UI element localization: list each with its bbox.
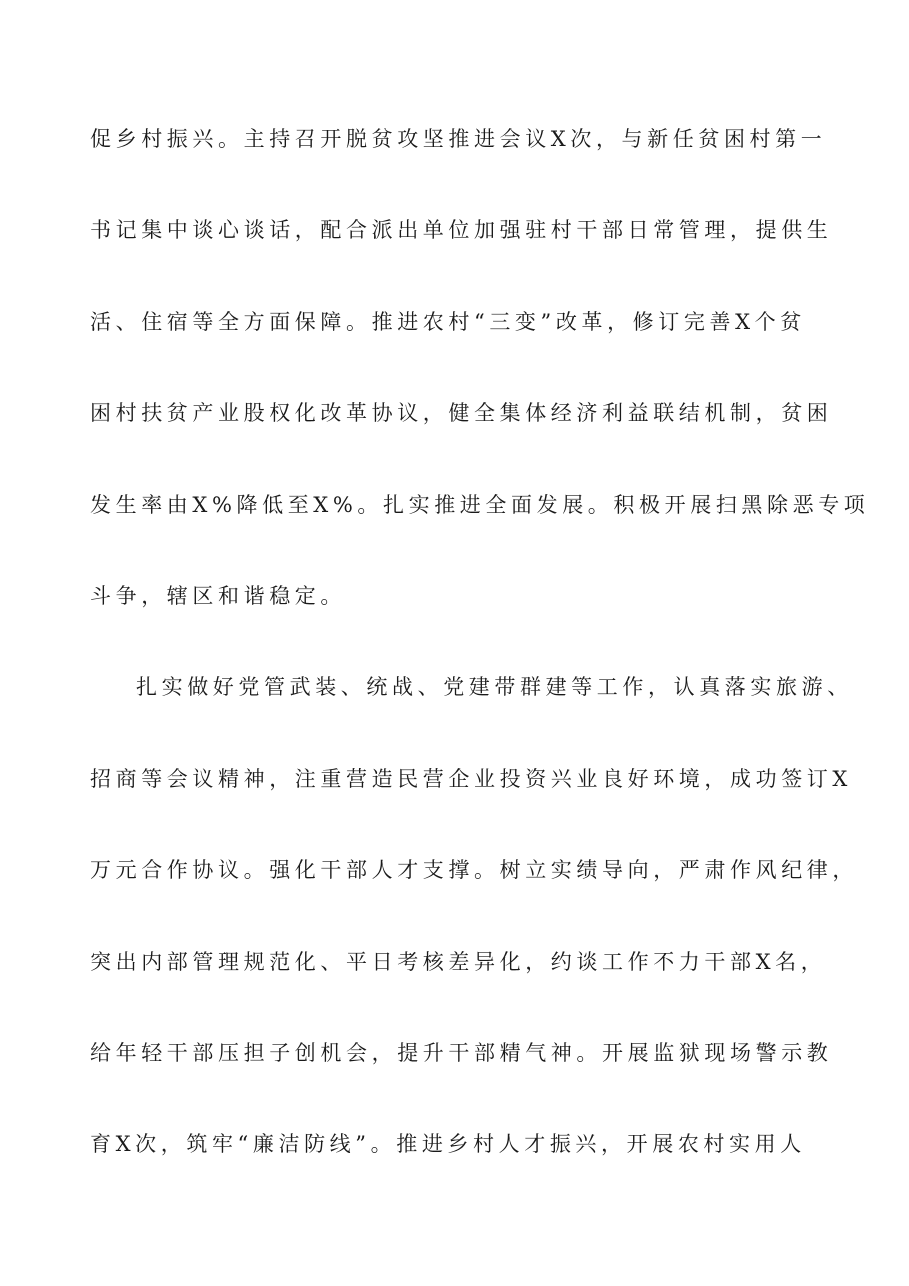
text-line: 育X次，筑牢“廉洁防线”。推进乡村人才振兴，开展农村实用人 [90, 1132, 806, 1157]
text-line: 发生率由X%降低至X%。扎实推进全面发展。积极开展扫黑除恶专项 [90, 492, 870, 517]
text-line: 活、住宿等全方面保障。推进农村“三变”改革，修订完善X个贫 [90, 309, 806, 334]
paragraph-first-line: 扎实做好党管武装、统战、党建带群建等工作，认真落实旅游、 [136, 675, 853, 700]
text-line: 招商等会议精神，注重营造民营企业投资兴业良好环境，成功签订X [90, 766, 852, 791]
text-line: 给年轻干部压担子创机会，提升干部精气神。开展监狱现场警示教 [90, 1040, 833, 1065]
text-line: 困村扶贫产业股权化改革协议，健全集体经济利益联结机制，贫困 [90, 401, 833, 426]
document-body [90, 110, 870, 1207]
text-line: 书记集中谈心谈话，配合派出单位加强驻村干部日常管理，提供生 [90, 218, 833, 243]
text-line: 斗争，辖区和谐稳定。 [90, 583, 346, 608]
text-line: 突出内部管理规范化、平日考核差异化，约谈工作不力干部X名， [90, 949, 827, 974]
text-line: 促乡村振兴。主持召开脱贫攻坚推进会议X次，与新任贫困村第一 [90, 127, 827, 151]
text-line: 万元合作协议。强化干部人才支撑。树立实绩导向，严肃作风纪律， [90, 858, 858, 883]
